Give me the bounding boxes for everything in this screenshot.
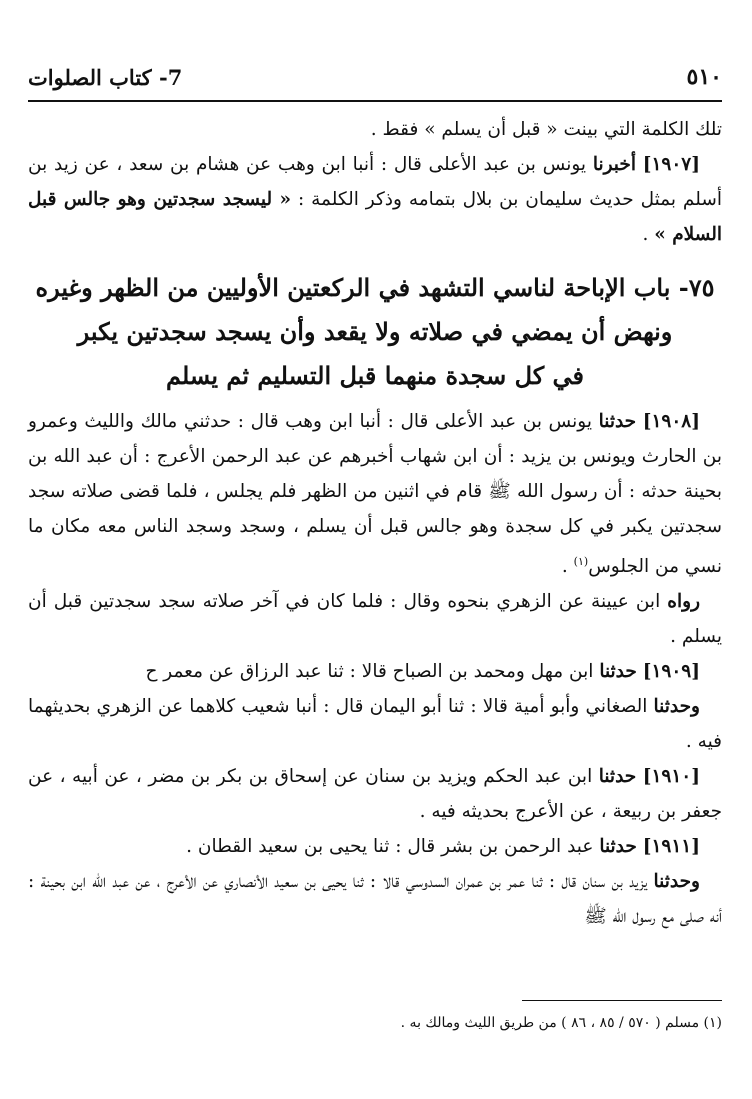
page-header: [28, 60, 722, 94]
paragraph-end: .: [642, 224, 655, 245]
footnote: [28, 1012, 722, 1034]
paragraph-text: يزيد بن سنان قال : ثنا عمر بن عمران السدوسي قالا : ثنا يحيى بن سعيد الأنصاري عن الأعرج ، عن عبد الله ابن بحينة : أنه صلى مع رسول الله ﷺ: [28, 871, 722, 928]
paragraph-text: يونس بن عبد الأعلى قال : أنبا ابن وهب عن هشام بن سعد ، عن زيد بن أسلم بمثل حديث سليمان بن بلال بتمامه وذكر الكلمة :: [28, 154, 722, 210]
narration-keyword: وحدثنا: [653, 696, 700, 718]
chapter-heading-line: ونهض أن يمضي في صلاته ولا يقعد وأن يسجد سجدتين يكبر: [77, 317, 673, 346]
highlighted-text: « ليسجد سجدتين وهو جالس قبل السلام »: [28, 189, 722, 245]
hadith-1907: [28, 147, 722, 252]
narration-keyword: حدثنا: [599, 836, 637, 858]
header-rule: [28, 100, 722, 102]
running-title: 7- كتاب الصلوات: [28, 64, 183, 90]
hadith-1908: [28, 404, 722, 584]
footnote-ref[interactable]: (١): [573, 555, 589, 568]
paragraph-end: .: [561, 556, 574, 578]
hadith-number: [١٩١٠]: [642, 766, 700, 788]
footnote-text: (١) مسلم ( ٥٧٠ / ٨٥ ، ٨٦ ) من طريق الليث ومالك به .: [400, 1015, 722, 1031]
hadith-number: [١٩٠٨]: [642, 411, 700, 432]
footnote-rule: [522, 1000, 722, 1001]
narration-keyword: حدثنا: [599, 661, 637, 683]
hadith-1910: [28, 759, 722, 829]
narration-keyword: رواه: [667, 591, 700, 613]
hadith-number: [١٩٠٧]: [642, 154, 700, 175]
narration-keyword: أخبرنا: [592, 154, 636, 175]
paragraph-text: تلك الكلمة التي بينت « قبل أن يسلم » فقط .: [370, 119, 722, 140]
paragraph-text: ابن عيينة عن الزهري بنحوه وقال : فلما كان في آخر صلاته سجد سجدتين قبل أن يسلم .: [28, 591, 722, 648]
paragraph: [28, 864, 722, 934]
page: [28, 0, 722, 1099]
hadith-1911: [28, 829, 722, 864]
paragraph: [28, 584, 722, 654]
narration-keyword: حدثنا: [598, 766, 637, 788]
paragraph-text: ابن مهل ومحمد بن الصباح قالا : ثنا عبد الرزاق عن معمر ح: [145, 661, 594, 683]
paragraph-text: الصغاني وأبو أمية قالا : ثنا أبو اليمان قال : أنبا شعيب كلاهما عن الزهري بحديثهما فيه .: [28, 696, 722, 753]
paragraph: [28, 112, 722, 147]
hadith-number: [١٩١١]: [642, 836, 700, 858]
chapter-heading-line: ٧٥- باب الإباحة لناسي التشهد في الركعتين الأوليين من الظهر وغيره: [35, 273, 715, 302]
paragraph-text: يونس بن عبد الأعلى قال : أنبا ابن وهب قال : حدثني مالك والليث وعمرو بن الحارث ويونس بن يزيد : أن ابن شهاب أخبرهم عن عبد الرحمن الأعرج : أن عبد الله بن بحينة حدثه : أن رسول الله ﷺ قام في اثنين من الظهر فلم يجلس ، فلما قضى صلاته سجد سجدتين يكبر في كل سجدة وهو جالس قبل أن يسلم ، وسجد وسجد الناس معه مكان ما نسي من الجلوس: [28, 411, 722, 578]
hadith-1909: [28, 654, 722, 689]
page-number: ٥١٠: [686, 64, 722, 90]
paragraph: [28, 689, 722, 759]
chapter-heading: [28, 266, 722, 398]
chapter-heading-line: في كل سجدة منهما قبل التسليم ثم يسلم: [165, 361, 585, 390]
narration-keyword: حدثنا: [598, 411, 637, 432]
paragraph-text: عبد الرحمن بن بشر قال : ثنا يحيى بن سعيد القطان .: [186, 836, 594, 858]
hadith-number: [١٩٠٩]: [642, 661, 700, 683]
page-body: [28, 112, 722, 934]
narration-keyword: وحدثنا: [653, 871, 700, 893]
paragraph-text: ابن عبد الحكم ويزيد بن سنان عن إسحاق بن بكر بن مضر ، عن أبيه ، عن جعفر بن ربيعة ، عن الأعرج بحديثه فيه .: [28, 766, 722, 823]
